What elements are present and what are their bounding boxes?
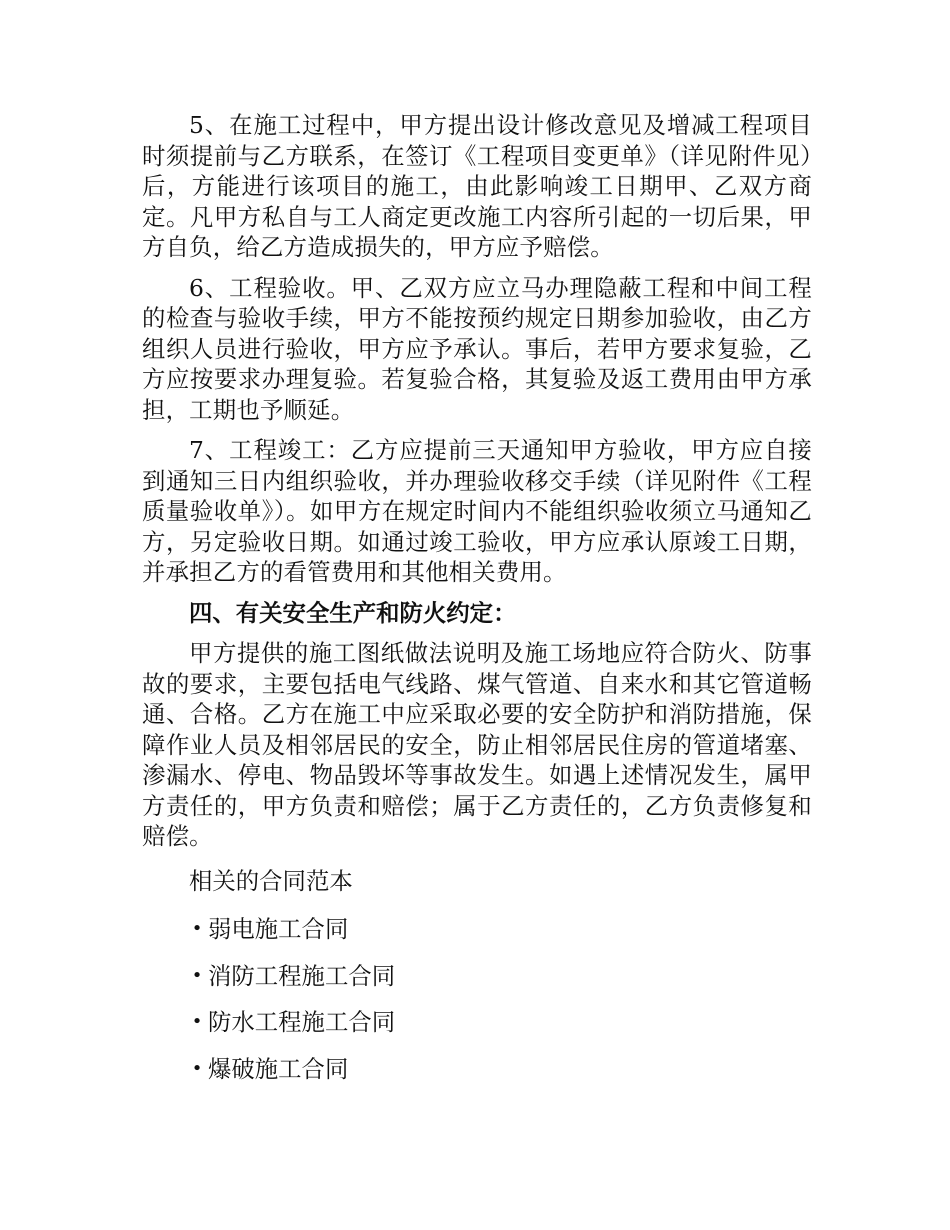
paragraph-safety: 甲方提供的施工图纸做法说明及施工场地应符合防火、防事故的要求，主要包括电气线路、煤气管道、自来水和其它管道畅通、合格。乙方在施工中应采取必要的安全防护和消防措施，保障作业人员及相邻居民的安全，防止相邻居民住房的管道堵塞、渗漏水、停电、物品毁坏等事故发生。如遇上述情况发生，属甲方责任的，甲方负责和赔偿；属于乙方责任的，乙方负责修复和赔偿。: [142, 639, 812, 850]
section-heading-safety: 四、有关安全生产和防火约定：: [189, 598, 517, 627]
paragraph-item-7: 7、工程竣工：乙方应提前三天通知甲方验收，甲方应自接到通知三日内组织验收，并办理验收移交手续（详见附件《工程质量验收单》）。如甲方在规定时间内不能组织验收须立马通知乙方，另定验收日期。如通过竣工验收，甲方应承认原竣工日期，并承担乙方的看管费用和其他相关费用。: [142, 436, 812, 586]
related-link-blasting[interactable]: 爆破施工合同: [208, 1054, 349, 1083]
related-templates-title: 相关的合同范本: [189, 866, 353, 895]
bullet-icon: •: [191, 918, 203, 939]
related-template-item: [186, 1054, 812, 1085]
related-template-item: [186, 914, 812, 945]
related-template-item: [186, 961, 812, 992]
paragraph-item-5: 5、在施工过程中，甲方提出设计修改意见及增减工程项目时须提前与乙方联系，在签订《工程项目变更单》（详见附件见）后，方能进行该项目的施工，由此影响竣工日期甲、乙双方商定。凡甲方私自与工人商定更改施工内容所引起的一切后果，甲方自负，给乙方造成损失的，甲方应予赔偿。: [142, 111, 812, 261]
paragraph-item-6: 6、工程验收。甲、乙双方应立马办理隐蔽工程和中间工程的检查与验收手续，甲方不能按预约规定日期参加验收，由乙方组织人员进行验收，甲方应予承认。事后，若甲方要求复验，乙方应按要求办理复验。若复验合格，其复验及返工费用由甲方承担，工期也予顺延。: [142, 273, 812, 424]
related-link-fire-protection[interactable]: 消防工程施工合同: [208, 961, 396, 990]
related-link-weak-electric[interactable]: 弱电施工合同: [208, 915, 349, 943]
bullet-icon: •: [191, 964, 203, 986]
related-templates-list: [142, 914, 812, 1084]
related-template-item: [186, 1007, 812, 1038]
document-page: [142, 110, 812, 1100]
bullet-icon: •: [191, 1011, 203, 1032]
related-link-waterproofing[interactable]: 防水工程施工合同: [208, 1008, 396, 1036]
bullet-icon: •: [191, 1057, 203, 1079]
